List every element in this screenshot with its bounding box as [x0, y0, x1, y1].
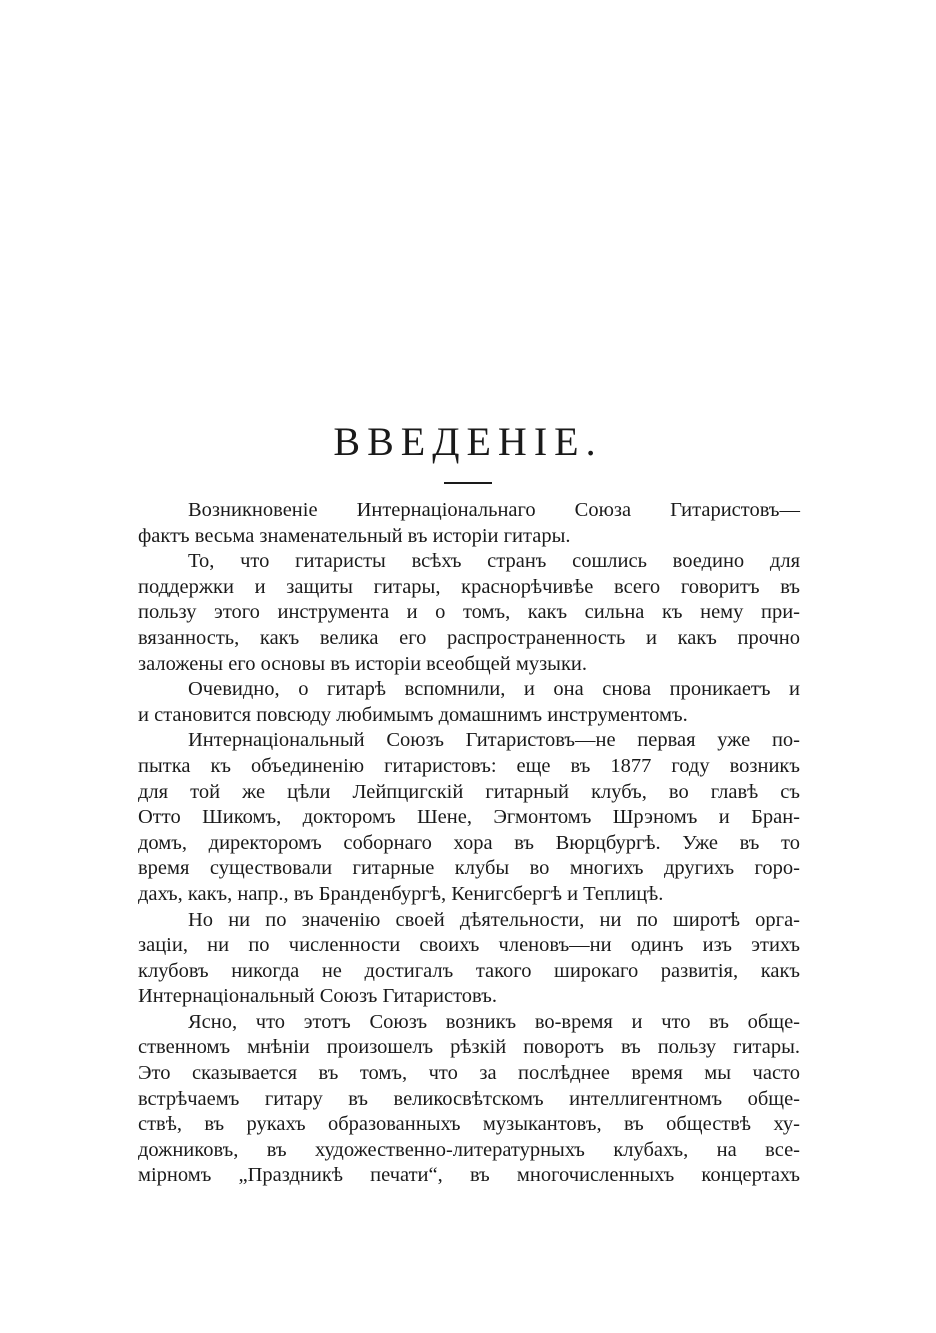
text-line: дожниковъ, въ художественно-литературныхъ клубахъ, на все-	[138, 1138, 800, 1161]
text-line: Но ни по значенію своей дѣятельности, ни по широтѣ орга-	[188, 908, 800, 931]
text-line: клубовъ никогда не достигалъ такого широкаго развитія, какъ	[138, 959, 800, 982]
text-line: ственномъ мнѣніи произошелъ рѣзкій поворотъ въ пользу гитары.	[138, 1036, 800, 1059]
text-line: То, что гитаристы всѣхъ странъ сошлись воедино для	[188, 550, 800, 573]
text-line: и становится повсюду любимымъ домашнимъ инструментомъ.	[138, 703, 688, 726]
text-line: заціи, ни по численности своихъ членовъ—ни одинъ изъ этихъ	[138, 934, 800, 957]
text-line: дахъ, какъ, напр., въ Бранденбургѣ, Кенигсбергѣ и Теплицѣ.	[138, 882, 664, 905]
text-line: Ясно, что этотъ Союзъ возникъ во-время и что въ обще-	[188, 1010, 800, 1033]
text-line: пытка къ объединенію гитаристовъ: еще въ 1877 году возникъ	[138, 754, 800, 777]
text-line: вязанность, какъ велика его распространенность и какъ прочно	[138, 626, 800, 649]
text-line: заложены его основы въ исторіи всеобщей музыки.	[138, 652, 587, 675]
text-line: для той же цѣли Лейпцигскій гитарный клубъ, во главѣ съ	[138, 780, 800, 803]
text-line: время существовали гитарные клубы во многихъ другихъ горо-	[138, 857, 800, 880]
title-divider	[444, 482, 492, 484]
page-title: ВВЕДЕНІЕ.	[333, 419, 603, 464]
text-line: пользу этого инструмента и о томъ, какъ сильна къ нему при-	[138, 601, 800, 624]
text-line: Возникновеніе Интернаціональнаго Союза Гитаристовъ—	[188, 499, 800, 521]
text-line: мірномъ „Праздникѣ печати“, въ многочисленныхъ концертахъ	[138, 1164, 800, 1187]
text-line: Интернаціональный Союзъ Гитаристовъ.	[138, 985, 497, 1008]
text-line: поддержки и защиты гитары, краснорѣчивѣе всего говоритъ въ	[138, 575, 800, 598]
text-line: Очевидно, о гитарѣ вспомнили, и она снова проникаетъ и	[188, 678, 800, 701]
text-line: Это сказывается въ томъ, что за послѣднее время мы часто	[138, 1062, 800, 1085]
text-line: домъ, директоромъ соборнаго хора въ Вюрцбургѣ. Уже въ то	[138, 831, 800, 854]
text-line: встрѣчаемъ гитару въ великосвѣтскомъ интеллигентномъ обще-	[138, 1087, 800, 1110]
text-line: Отто Шикомъ, докторомъ Шене, Эгмонтомъ Шрэномъ и Бран-	[138, 806, 800, 829]
text-line: ствѣ, въ рукахъ образованныхъ музыкантовъ, въ обществѣ ху-	[138, 1113, 800, 1136]
body-text	[138, 498, 800, 1189]
text-line: Интернаціональный Союзъ Гитаристовъ—не первая уже по-	[188, 729, 800, 752]
text-line: фактъ весьма знаменательный въ исторіи гитары.	[138, 524, 571, 547]
